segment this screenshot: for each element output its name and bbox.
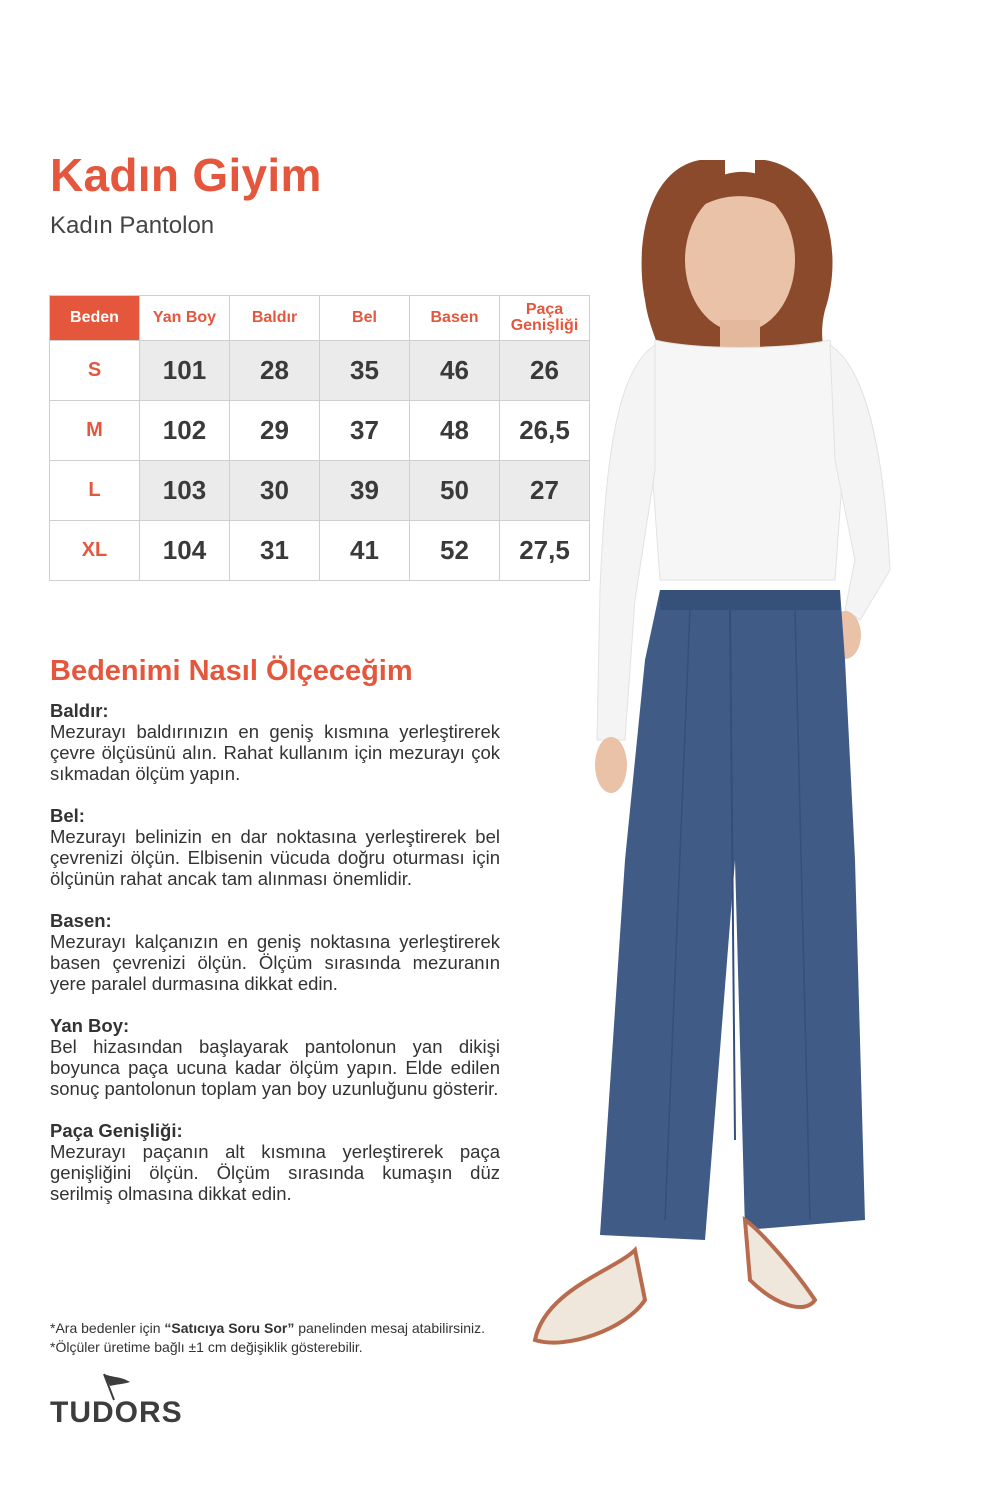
guide-item-label: Paça Genişliği:: [50, 1120, 183, 1141]
footnote-bold: “Satıcıya Soru Sor”: [164, 1320, 295, 1336]
guide-item-label: Bel:: [50, 805, 85, 826]
logo-text: TUDORS: [50, 1396, 183, 1429]
guide-item-basen: [50, 910, 500, 994]
table-cell: 103: [140, 461, 230, 521]
table-cell: 27: [500, 461, 590, 521]
brand-logo: [50, 1372, 190, 1432]
table-cell: 48: [410, 401, 500, 461]
table-cell: 102: [140, 401, 230, 461]
table-header-cell: Yan Boy: [140, 296, 230, 341]
table-cell: 26: [500, 341, 590, 401]
size-table: [49, 295, 590, 581]
table-cell: 39: [320, 461, 410, 521]
guide-item-yan-boy: [50, 1015, 500, 1099]
page-subtitle: Kadın Pantolon: [50, 212, 215, 239]
guide-item-label: Basen:: [50, 910, 112, 931]
guide-item-text: Mezurayı kalçanızın en geniş noktasına yerleştirerek basen çevrenizi ölçün. Ölçüm sırasında mezuranın yere paralel durmasına dikkat edin.: [50, 931, 500, 994]
page-title: Kadın Giyim: [50, 149, 322, 201]
guide-item-label: Yan Boy:: [50, 1015, 130, 1036]
guide-heading: Bedenimi Nasıl Ölçeceğim: [50, 655, 413, 687]
footnote-text: *Ara bedenler için: [50, 1320, 165, 1336]
table-header-row: [50, 296, 590, 341]
guide-item-text: Mezurayı paçanın alt kısmına yerleştirerek paça genişliğini ölçün. Ölçüm sırasında kumaşın düz serilmiş olmasına dikkat edin.: [50, 1141, 500, 1204]
table-row: [50, 521, 590, 581]
guide-item-text: Bel hizasından başlayarak pantolonun yan dikişi boyunca paça ucuna kadar ölçüm yapın. Elde edilen sonuç pantolonun toplam yan boy uzunluğunu gösterir.: [50, 1036, 500, 1099]
footnote-2: *Ölçüler üretime bağlı ±1 cm değişiklik gösterebilir.: [50, 1339, 363, 1355]
footnotes: [50, 1319, 485, 1357]
guide-item-text: Mezurayı baldırınızın en geniş kısmına yerleştirerek çevre ölçüsünü alın. Rahat kullanım için mezurayı çok sıkmadan ölçüm yapın.: [50, 721, 500, 784]
table-cell: 31: [230, 521, 320, 581]
table-cell: 26,5: [500, 401, 590, 461]
guide-item-text: Mezurayı belinizin en dar noktasına yerleştirerek bel çevrenizi ölçün. Elbisenin vücuda doğru oturması için ölçünün rahat ancak tam alınması önemlidir.: [50, 826, 500, 889]
measurement-guide: [50, 700, 500, 1225]
table-row: [50, 401, 590, 461]
table-cell: 30: [230, 461, 320, 521]
table-cell: 27,5: [500, 521, 590, 581]
model-photo: [525, 140, 945, 1360]
table-header-cell: Paça Genişliği: [500, 296, 590, 341]
guide-item-bel: [50, 805, 500, 889]
table-cell: 41: [320, 521, 410, 581]
table-cell-size: M: [50, 401, 140, 461]
table-cell: 104: [140, 521, 230, 581]
table-cell-size: XL: [50, 521, 140, 581]
guide-item-baldir: [50, 700, 500, 784]
table-row: [50, 341, 590, 401]
table-cell: 37: [320, 401, 410, 461]
table-cell: 29: [230, 401, 320, 461]
table-cell: 28: [230, 341, 320, 401]
table-header-cell: Beden: [50, 296, 140, 341]
table-row: [50, 461, 590, 521]
table-cell: 46: [410, 341, 500, 401]
table-header-cell: Baldır: [230, 296, 320, 341]
table-cell-size: L: [50, 461, 140, 521]
table-header-cell: Bel: [320, 296, 410, 341]
table-cell: 35: [320, 341, 410, 401]
footnote-text: panelinden mesaj atabilirsiniz.: [294, 1320, 486, 1336]
guide-item-paca-genisligi: [50, 1120, 500, 1204]
table-cell: 101: [140, 341, 230, 401]
footnote-1: [50, 1319, 485, 1338]
table-header-cell: Basen: [410, 296, 500, 341]
table-cell: 50: [410, 461, 500, 521]
guide-item-label: Baldır:: [50, 700, 109, 721]
table-cell: 52: [410, 521, 500, 581]
table-cell-size: S: [50, 341, 140, 401]
